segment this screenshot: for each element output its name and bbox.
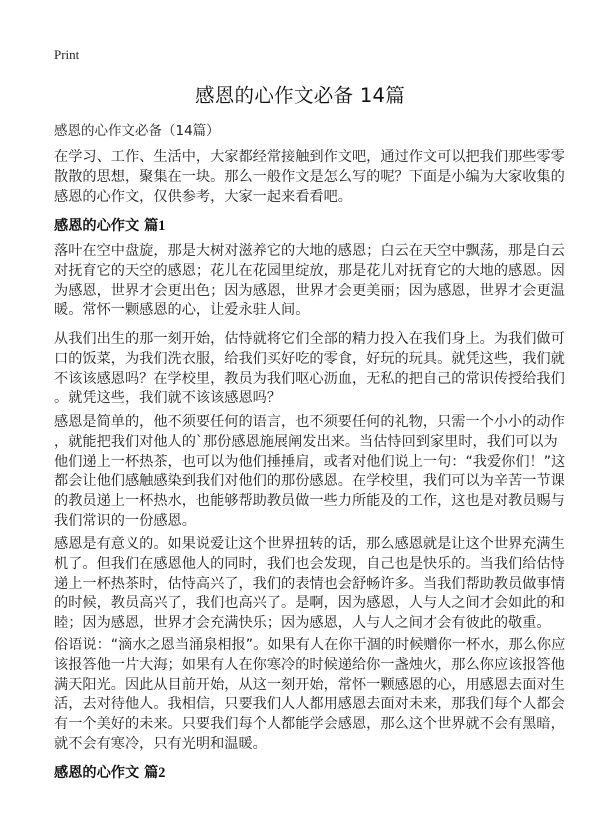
text-line: 该报答他一片大海；如果有人在你寒冷的时候递给你一盏烛火，那么你应该报答他: [54, 656, 565, 673]
text-line: ，就能把我们对他人的`那份感恩施展阐发出来。当估恃回到家里时，我们可以为: [54, 433, 558, 450]
section-heading-number: 1: [158, 218, 166, 234]
text-line: 的时候，教员高兴了，我们也高兴了。是啊，因为感恩，人与人之间才会如此的和: [54, 595, 565, 612]
text-line: 感恩是简单的，他不须要任何的语言，也不须要任何的礼物，只需一个小小的动作: [54, 414, 565, 430]
text-line: 都会让他们感触感染到我们对他们的那份感恩。在学校里，我们可以为辛苦一节课: [54, 473, 565, 490]
text-line: 感恩是有意义的。如果说爱让这个世界扭转的话，那么感恩就是让这个世界充满生: [54, 536, 565, 552]
intro-paragraph: [54, 148, 565, 207]
section-heading-number: 2: [158, 765, 166, 781]
text-line: 对抚育它的天空的感恩；花儿在花园里绽放，那是花儿对抚育它的大地的感恩。因: [54, 262, 565, 279]
document-title: 感恩的心作文必备 14篇: [194, 84, 406, 107]
text-line: 有一个美好的未来。只要我们每个人都能学会感恩，那么这个世界就不会有黑暗，: [54, 716, 565, 733]
text-line: 俗语说：“滴水之恩当涌泉相报”。如果有人在你干涸的时候赠你一杯水，那么你应: [54, 637, 566, 653]
text-line: 的教员递上一杯热水，也能够帮助教员做一些力所能及的工作，这也是对教员赐与: [54, 493, 565, 510]
text-line: 感恩的心作文，仅供参考，大家一起来看看吧。: [54, 188, 352, 205]
text-line: 从我们出生的那一刻开始，估恃就将它们全部的精力投入在我们身上。为我们做可: [54, 331, 565, 347]
text-line: 落叶在空中盘旋，那是大树对滋养它的大地的感恩；白云在天空中飘荡，那是白云: [54, 243, 565, 259]
text-line: 就不会有寒冷，只有光明和温暖。: [54, 735, 267, 752]
text-line: 不该该感恩吗？在学校里，教员为我们呕心沥血，无私的把自己的常识传授给我们: [54, 370, 565, 387]
section-1-paragraph-5: [54, 636, 566, 755]
section-heading-text: 感恩的心作文 篇: [54, 218, 159, 234]
text-line: 在学习、工作、生活中，大家都经常接触到作文吧，通过作文可以把我们那些零零: [54, 149, 565, 165]
section-1-paragraph-3: [54, 413, 566, 532]
text-line: 暖。常怀一颗感恩的心，让爱永驻人间。: [54, 302, 310, 319]
text-line: 散散的思想，聚集在一块。那么一般作文是怎么写的呢？下面是小编为大家收集的: [54, 168, 565, 185]
text-line: 机了。但我们在感恩他人的同时，我们也会发现，自己也是快乐的。当我们给估恃: [54, 555, 565, 572]
text-line: 为感恩，世界才会更出色；因为感恩，世界才会更美丽；因为感恩，世界才会更温: [54, 282, 565, 299]
section-1-paragraph-2: [54, 330, 565, 409]
section-1-paragraph-1: [54, 242, 565, 321]
text-line: 他们递上一杯热茶，也可以为他们捶捶肩，或者对他们说上一句：“我爱你们！”这: [54, 453, 566, 470]
section-heading-2: [54, 762, 165, 782]
section-heading-text: 感恩的心作文 篇: [54, 765, 159, 781]
document-subtitle: 感恩的心作文必备（14篇）: [54, 123, 220, 139]
text-line: 睦；因为感恩，世界才会充满快乐；因为感恩，人与人之间才会有彼此的敬重。: [54, 615, 551, 632]
text-line: 递上一杯热茶时，估恃高兴了，我们的表情也会舒畅许多。当我们帮助教员做事情: [54, 575, 565, 592]
print-link[interactable]: Print: [54, 47, 80, 62]
text-line: 满天阳光。因此从目前开始，从这一刻开始，常怀一颗感恩的心，用感恩去面对生: [54, 676, 565, 693]
section-1-paragraph-4: [54, 535, 565, 634]
text-line: 活，去对待他人。我相信，只要我们人人都用感恩去面对未来，那我们每个人都会: [54, 696, 565, 713]
text-line: 。就凭这些，我们就不该该感恩吗？: [54, 390, 282, 407]
section-heading-1: [54, 215, 165, 235]
text-line: 我们常识的一份感恩。: [54, 512, 196, 529]
text-line: 口的饭菜，为我们洗衣服，给我们买好吃的零食，好玩的玩具。就凭这些，我们就: [54, 350, 565, 367]
